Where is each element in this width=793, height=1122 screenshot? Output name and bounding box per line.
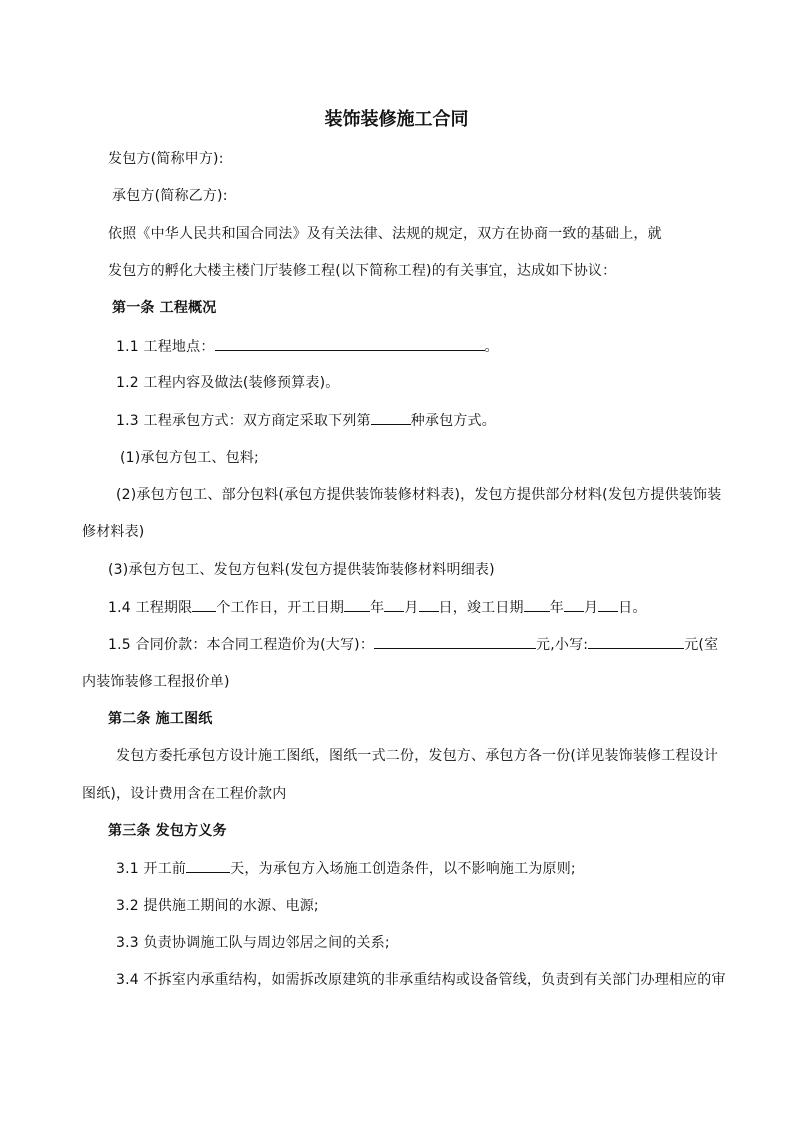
item-1-4-t4: 月 [404, 600, 419, 616]
price-figures-blank [588, 634, 684, 649]
option-2-line-2: 修材料表) [82, 524, 145, 540]
price-words-blank [374, 634, 536, 649]
item-1-5 [108, 634, 718, 655]
end-month-blank [564, 597, 584, 612]
item-1-2: 1.2 工程内容及做法(装修预算表)。 [116, 375, 340, 391]
item-1-1-end: 。 [484, 339, 499, 355]
item-1-4-t6: 年 [549, 600, 564, 616]
item-1-5-line-2: 内装饰装修工程报价单) [82, 674, 230, 690]
item-3-1-post: 天，为承包方入场施工创造条件，以不影响施工为原则; [230, 861, 576, 877]
item-1-4-t3: 年 [370, 600, 385, 616]
method-blank [371, 410, 411, 425]
item-1-4-t8: 日。 [618, 600, 647, 616]
end-year-blank [524, 597, 550, 612]
party-a-line: 发包方(简称甲方): [108, 151, 224, 167]
item-1-3 [116, 410, 496, 431]
start-month-blank [384, 597, 404, 612]
item-1-5-t1: 1.5 合同价款：本合同工程造价为(大写)： [108, 637, 375, 653]
option-3: (3)承包方包工、发包方包料(发包方提供装饰装修材料明细表) [108, 562, 495, 578]
item-3-3: 3.3 负责协调施工队与周边邻居之间的关系; [116, 935, 390, 951]
intro-line-2: 发包方的孵化大楼主楼门厅装修工程(以下简称工程)的有关事宜，达成如下协议： [108, 263, 617, 279]
article-2-heading: 第二条 施工图纸 [108, 711, 213, 727]
item-1-5-t2: 元,小写: [536, 637, 589, 653]
days-blank [192, 597, 216, 612]
item-3-4: 3.4 不拆室内承重结构，如需拆改原建筑的非承重结构或设备管线，负责到有关部门办理相应的审 [116, 972, 726, 988]
option-2-line-1: (2)承包方包工、部分包料(承包方提供装饰装修材料表)，发包方提供部分材料(发包方提供装饰装 [116, 487, 722, 503]
article-2-line-2: 图纸)，设计费用含在工程价款内 [82, 786, 287, 802]
item-1-5-t3: 元(室 [684, 637, 719, 653]
start-day-blank [419, 597, 439, 612]
article-1-heading: 第一条 工程概况 [112, 300, 217, 316]
item-1-1-label: 1.1 工程地点： [116, 339, 215, 355]
item-3-2: 3.2 提供施工期间的水源、电源; [116, 898, 319, 914]
party-b-line: 承包方(简称乙方): [112, 188, 228, 204]
item-1-3-pre: 1.3 工程承包方式：双方商定采取下列第 [116, 413, 371, 429]
item-1-4-t2: 个工作日，开工日期 [216, 600, 345, 616]
article-2-line-1: 发包方委托承包方设计施工图纸，图纸一式二份，发包方、承包方各一份(详见装饰装修工程设计 [116, 748, 719, 764]
article-3-heading: 第三条 发包方义务 [108, 823, 227, 839]
item-1-3-post: 种承包方式。 [410, 413, 496, 429]
document-title: 装饰装修施工合同 [324, 109, 469, 130]
item-1-4-t1: 1.4 工程期限 [108, 600, 193, 616]
end-day-blank [598, 597, 618, 612]
item-1-4-t7: 月 [583, 600, 599, 616]
start-year-blank [344, 597, 370, 612]
item-1-4 [108, 597, 647, 618]
prep-days-blank [186, 858, 230, 873]
item-3-1 [116, 858, 576, 879]
option-1: (1)承包方包工、包料; [120, 450, 259, 466]
intro-line-1: 依照《中华人民共和国合同法》及有关法律、法规的规定，双方在协商一致的基础上，就 [108, 226, 662, 242]
site-blank [215, 336, 485, 351]
item-3-1-pre: 3.1 开工前 [116, 861, 187, 877]
item-1-1 [116, 336, 499, 357]
item-1-4-t5: 日，竣工日期 [438, 600, 524, 616]
